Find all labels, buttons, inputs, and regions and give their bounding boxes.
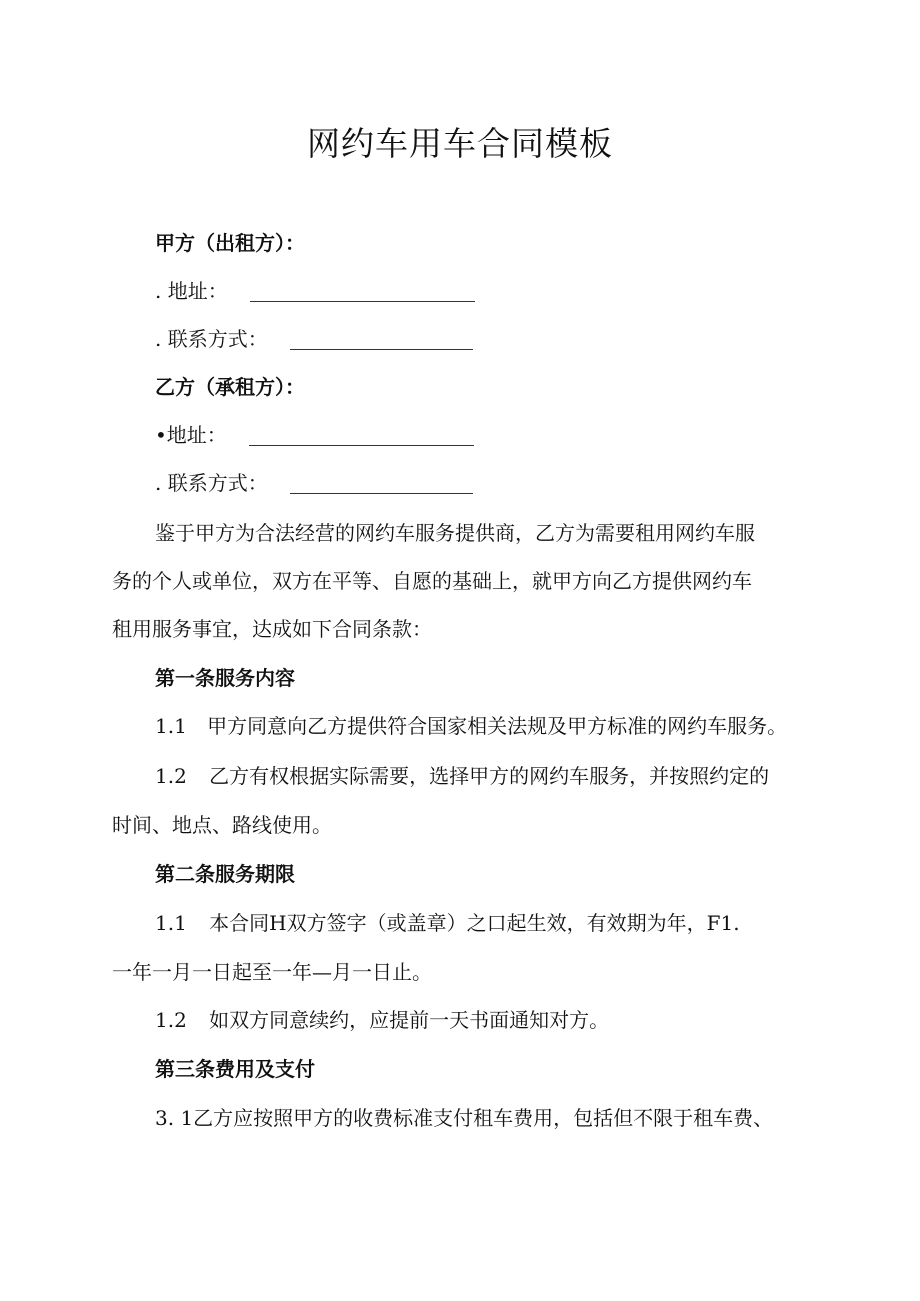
document-title: 网约车用车合同模板: [307, 124, 613, 163]
article-3-clause-1: 3. 1乙方应按照甲方的收费标准支付租车费用，包括但不限于租车费、: [155, 1106, 774, 1130]
preamble-line-2: 务的个人或单位，双方在平等、自愿的基础上，就甲方向乙方提供网约车: [112, 569, 752, 593]
party-b-contact-field[interactable]: [290, 471, 473, 494]
article-1-clause-1: [155, 712, 787, 740]
party-a-heading: 甲方（出租方）：: [155, 231, 305, 255]
article-2-clause-1: [155, 909, 740, 937]
article-3-heading: 第三条费用及支付: [155, 1057, 315, 1081]
clause-number: 1.2: [155, 764, 187, 788]
party-b-address-field[interactable]: [249, 423, 474, 446]
clause-text: 如双方同意续约，应提前一天书面通知对方。: [209, 1008, 610, 1032]
article-2-clause-2: [155, 1006, 609, 1034]
clause-text: 甲方同意向乙方提供符合国家相关法规及甲方标准的网约车服务。: [207, 714, 788, 738]
party-b-contact-label: . 联系方式：: [155, 471, 268, 495]
clause-number: 1.2: [155, 1008, 187, 1032]
article-1-clause-2-cont: 时间、地点、路线使用。: [112, 813, 332, 837]
party-b-heading: 乙方（承租方）：: [155, 375, 305, 399]
party-a-address-row: [155, 277, 475, 305]
article-1-clause-2: [155, 762, 769, 790]
party-a-address-label: . 地址：: [155, 279, 228, 303]
party-a-contact-label: . 联系方式：: [155, 327, 268, 351]
clause-number: 1.1: [155, 714, 187, 738]
party-b-address-label: •地址：: [155, 423, 227, 447]
party-a-contact-field[interactable]: [290, 327, 473, 350]
preamble-line-3: 租用服务事宜，达成如下合同条款：: [112, 617, 432, 641]
clause-text: 本合同H双方签字（或盖章）之口起生效，有效期为年，F1.: [209, 911, 740, 935]
party-b-contact-row: [155, 469, 473, 497]
article-2-clause-1-cont: 一年一月一日起至一年—月一日止。: [112, 960, 432, 984]
party-a-contact-row: [155, 325, 473, 353]
article-1-heading: 第一条服务内容: [155, 666, 295, 690]
clause-number: 1.1: [155, 911, 187, 935]
article-2-heading: 第二条服务期限: [155, 862, 295, 886]
clause-text: 乙方有权根据实际需要，选择甲方的网约车服务，并按照约定的: [209, 764, 770, 788]
party-b-address-row: [155, 421, 474, 449]
party-a-address-field[interactable]: [250, 279, 475, 302]
preamble-line-1: 鉴于甲方为合法经营的网约车服务提供商，乙方为需要租用网约车服: [155, 521, 755, 545]
